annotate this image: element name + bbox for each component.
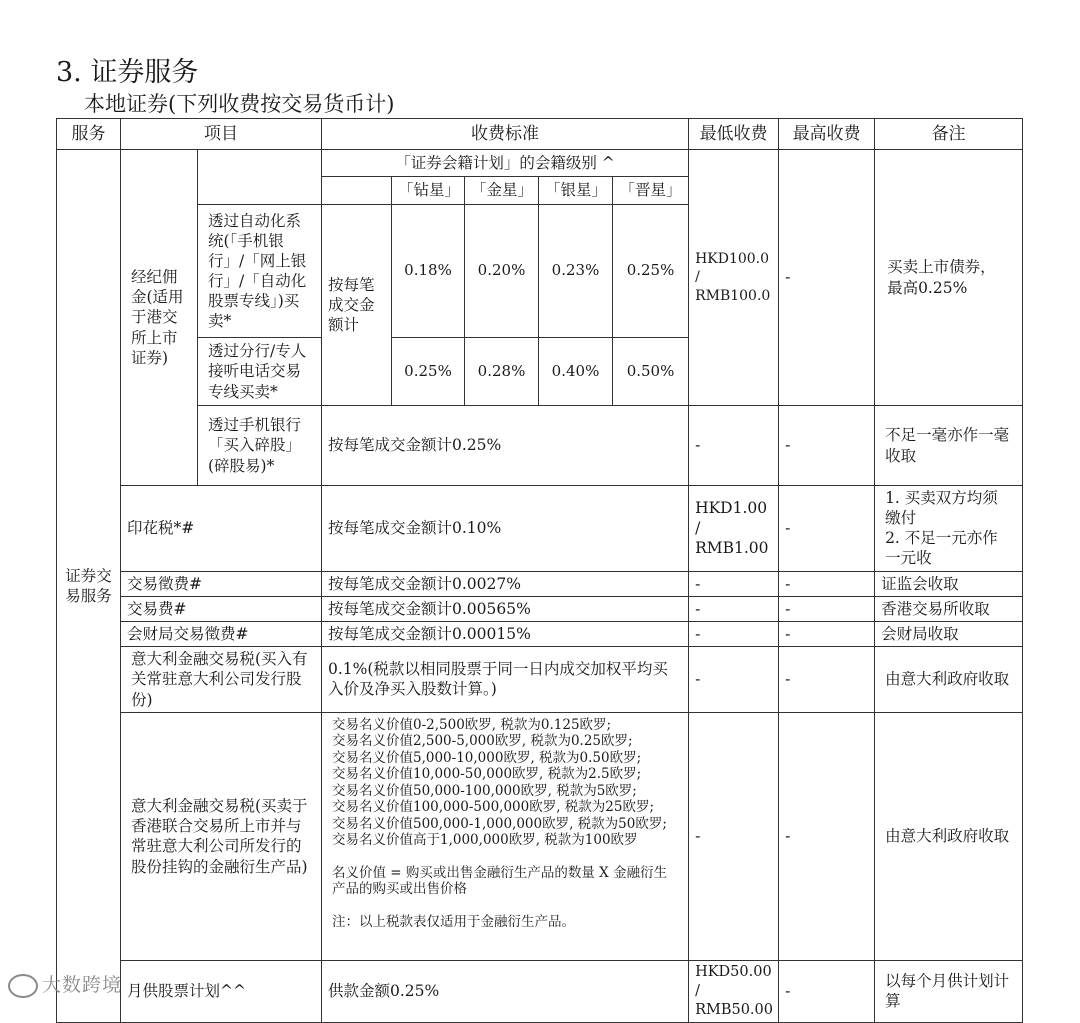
brokerage-remark: 买卖上市债券，最高0.25% [875, 150, 1023, 406]
italy-ftt-derivative-min: - [689, 712, 779, 960]
rate-branch-silver: 0.40% [539, 338, 613, 406]
trading-levy-standard: 按每笔成交金额计0.0027% [322, 571, 689, 596]
table-row [57, 712, 1023, 960]
header-max: 最高收费 [779, 119, 875, 150]
italy-ftt-shares-standard: 0.1%(税款以相同股票于同一日内成交加权平均买入价及净买入股数计算。) [322, 646, 689, 712]
trading-fee-max: - [779, 596, 875, 621]
frc-levy-remark: 会财局收取 [875, 621, 1023, 646]
rate-branch-rising: 0.50% [613, 338, 689, 406]
monthly-plan-remark: 以每个月供计划计算 [875, 960, 1023, 1022]
watermark-logo-icon [8, 974, 38, 998]
tier-line: 交易名义价值5,000-10,000欧罗, 税款为0.50欧罗; [332, 749, 642, 766]
header-service: 服务 [57, 119, 121, 150]
membership-header: 「证券会籍计划」的会籍级别 ^ [322, 150, 689, 177]
trading-levy-min: - [689, 571, 779, 596]
rate-auto-silver: 0.23% [539, 205, 613, 338]
tier-line: 交易名义价值500,000-1,000,000欧罗, 税款为50欧罗; [332, 815, 667, 832]
trading-fee-remark: 香港交易所收取 [875, 596, 1023, 621]
trading-levy-item: 交易徵费# [121, 571, 322, 596]
italy-ftt-derivative-remark: 由意大利政府收取 [875, 712, 1023, 960]
monthly-plan-standard: 供款金额0.25% [322, 960, 689, 1022]
tier-line: 交易名义价值100,000-500,000欧罗, 税款为25欧罗; [332, 799, 655, 816]
italy-ftt-shares-remark: 由意大利政府收取 [875, 646, 1023, 712]
table-row [57, 486, 1023, 572]
frc-levy-item: 会财局交易徵费# [121, 621, 322, 646]
level-rising: 「晋星」 [613, 177, 689, 205]
odd-lot-min: - [689, 406, 779, 486]
italy-ftt-shares-item: 意大利金融交易税(买入有关常驻意大利公司发行股份) [121, 646, 322, 712]
empty-cell [198, 150, 322, 205]
trading-fee-standard: 按每笔成交金额计0.00565% [322, 596, 689, 621]
rate-branch-gold: 0.28% [465, 338, 539, 406]
italy-ftt-shares-min: - [689, 646, 779, 712]
italy-ftt-tiers [322, 712, 689, 960]
stamp-duty-standard: 按每笔成交金额计0.10% [322, 486, 689, 572]
trading-fee-min: - [689, 596, 779, 621]
table-row [57, 596, 1023, 621]
monthly-plan-item: 月供股票计划^^ [121, 960, 322, 1022]
table-row [57, 621, 1023, 646]
tier-line: 交易名义价值0-2,500欧罗, 税款为0.125欧罗; [332, 716, 612, 733]
header-min: 最低收费 [689, 119, 779, 150]
frc-levy-max: - [779, 621, 875, 646]
stamp-duty-min: HKD1.00 / RMB1.00 [689, 486, 779, 572]
odd-lot-max: - [779, 406, 875, 486]
tier-line: 交易名义价值10,000-50,000欧罗, 税款为2.5欧罗; [332, 766, 642, 783]
monthly-plan-min: HKD50.00 / RMB50.00 [689, 960, 779, 1022]
level-silver: 「银星」 [539, 177, 613, 205]
tier-note: 注：以上税款表仅适用于金融衍生产品。 [332, 913, 575, 930]
header-standard: 收费标准 [322, 119, 689, 150]
header-row [57, 119, 1023, 150]
tier-line: 交易名义价值高于1,000,000欧罗, 税款为100欧罗 [332, 832, 638, 849]
italy-ftt-derivative-item: 意大利金融交易税(买卖于香港联合交易所上市并与常驻意大利公司所发行的股份挂钩的金融衍生产品) [121, 712, 322, 960]
trading-levy-max: - [779, 571, 875, 596]
section-title: 3. 证券服务 [56, 57, 199, 88]
stamp-duty-remark [875, 486, 1023, 572]
italy-ftt-shares-max: - [779, 646, 875, 712]
stamp-duty-item: 印花税*# [121, 486, 322, 572]
table-row [57, 960, 1023, 1022]
stamp-duty-max: - [779, 486, 875, 572]
level-gold: 「金星」 [465, 177, 539, 205]
service-group: 证券交易服务 [57, 150, 121, 1023]
header-item: 项目 [121, 119, 322, 150]
tier-line: 交易名义价值50,000-100,000欧罗, 税款为5欧罗; [332, 782, 637, 799]
remark-line: 1. 买卖双方均须缴付 [885, 489, 998, 528]
fee-table [56, 118, 1023, 1023]
level-diamond: 「钻星」 [392, 177, 465, 205]
frc-levy-standard: 按每笔成交金额计0.00015% [322, 621, 689, 646]
brokerage-label: 经纪佣金(适用于港交所上市证券) [121, 150, 198, 486]
table-row [57, 646, 1023, 712]
trading-fee-item: 交易费# [121, 596, 322, 621]
remark-line: 2. 不足一元亦作一元收 [885, 529, 998, 568]
trading-levy-remark: 证监会收取 [875, 571, 1023, 596]
branch-channel-label: 透过分行/专人接听电话交易专线买卖* [198, 338, 322, 406]
header-remark: 备注 [875, 119, 1023, 150]
odd-lot-label: 透过手机银行「买入碎股」(碎股易)* [198, 406, 322, 486]
auto-channel-label: 透过自动化系统(「手机银行」/「网上银行」/「自动化股票专线」)买卖* [198, 205, 322, 338]
rate-branch-diamond: 0.25% [392, 338, 465, 406]
notional-definition: 名义价值 = 购买或出售金融衍生产品的数量 X 金融衍生产品的购买或出售价格 [332, 864, 668, 898]
watermark: 大数跨境 [8, 970, 122, 998]
rate-auto-rising: 0.25% [613, 205, 689, 338]
rate-auto-gold: 0.20% [465, 205, 539, 338]
odd-lot-remark: 不足一毫亦作一毫收取 [875, 406, 1023, 486]
section-subtitle: 本地证券(下列收费按交易货币计) [84, 92, 395, 116]
rate-auto-diamond: 0.18% [392, 205, 465, 338]
odd-lot-standard: 按每笔成交金额计0.25% [322, 406, 689, 486]
tier-line: 交易名义价值2,500-5,000欧罗, 税款为0.25欧罗; [332, 733, 633, 750]
italy-ftt-derivative-max: - [779, 712, 875, 960]
frc-levy-min: - [689, 621, 779, 646]
brokerage-basis: 按每笔成交金额计 [322, 205, 392, 406]
table-row [57, 571, 1023, 596]
empty-cell [322, 177, 392, 205]
brokerage-min: HKD100.0 / RMB100.0 [689, 150, 779, 406]
monthly-plan-max: - [779, 960, 875, 1022]
brokerage-max: - [779, 150, 875, 406]
